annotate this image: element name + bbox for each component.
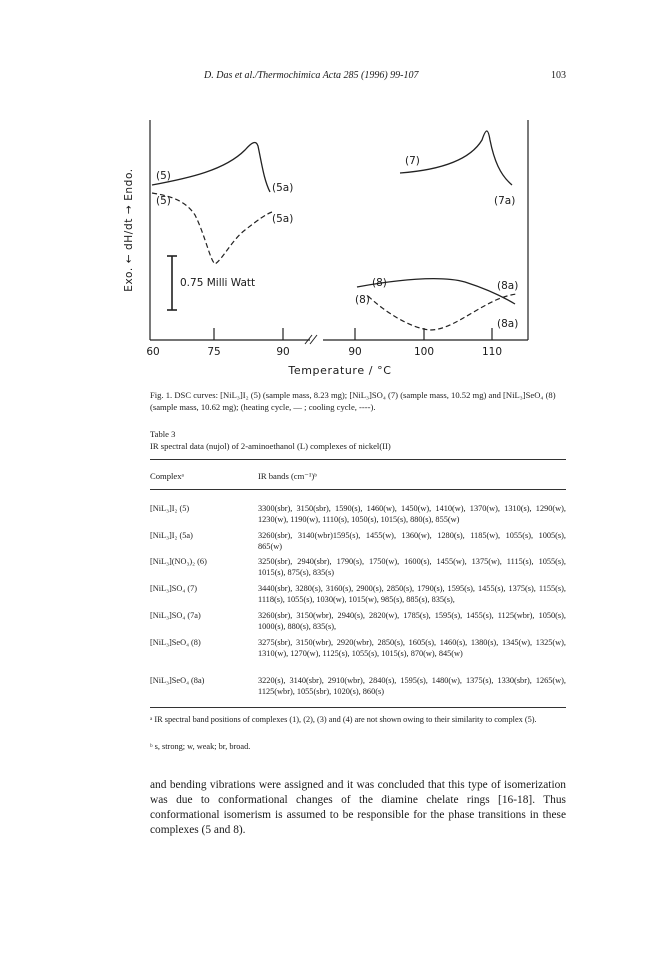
curve-label: (7) (405, 155, 420, 167)
x-tick-label: 110 (481, 346, 503, 358)
curve-5-heating (152, 143, 270, 192)
bands-cell: 3260(sbr), 3150(wbr), 2940(s), 2820(w), 1785(s), 1595(s), 1455(s), 1125(wbr), 1050(s), 1000(s), 880(s), 835(s), (258, 611, 566, 631)
y-axis-title: Exo. ← dH/dt → Endo. (123, 168, 135, 292)
x-tick-label: 75 (207, 346, 221, 358)
bands-cell: 3440(sbr), 3280(s), 3160(s), 2900(s), 2850(s), 1790(s), 1595(s), 1455(s), 1375(s), 1155(s), 1118(s), 1055(s), 1030(w), 1015(w), 985(s), 885(s), 835(s), (258, 584, 566, 604)
curve-label: (5) (156, 170, 171, 182)
table-footnote-a: ᵃ IR spectral band positions of complexes (1), (2), (3) and (4) are not shown owing to their similarity to complex (5). (150, 715, 537, 724)
table-header-complex: Complexᵃ (150, 471, 184, 481)
x-tick-label: 100 (413, 346, 435, 358)
bands-cell: 3260(sbr), 3140(wbr)1595(s), 1455(w), 1360(w), 1280(s), 1185(w), 1055(s), 1005(s), 865(w) (258, 531, 566, 551)
curve-label: (8a) (497, 318, 519, 330)
x-axis-title: Temperature / °C (288, 364, 392, 377)
table-top-rule (150, 459, 566, 460)
complex-cell: [NiL₃](NO₃)₂ (6) (150, 557, 207, 566)
complex-cell: [NiL₃]I₂ (5) (150, 504, 190, 513)
curve-label: (8) (372, 277, 387, 289)
figure-caption: Fig. 1. DSC curves: [NiL₃]I₂ (5) (sample mass, 8.23 mg); [NiL₃]SO₄ (7) (sample mass, 10.52 mg) and [NiL₃]SeO₄ (8) (sample mass, 10.62 mg); (heating cycle, — ; cooling cycle, ----). (150, 390, 556, 412)
bands-cell: 3300(sbr), 3150(sbr), 1590(s), 1460(w), 1450(w), 1410(w), 1370(w), 1310(s), 1290(w), 1230(w), 1190(w), 1110(s), 1050(s), 1015(s), 880(s), 855(w) (258, 504, 566, 524)
curve-label: (5a) (272, 213, 294, 225)
running-head-title: D. Das et al./Thermochimica Acta 285 (1996) 99-107 (204, 70, 419, 81)
x-tick-label: 90 (276, 346, 290, 358)
x-tick-label: 90 (348, 346, 362, 358)
bands-cell: 3250(sbr), 2940(sbr), 1790(s), 1750(w), 1600(s), 1455(w), 1375(w), 1115(s), 1055(s), 1015(s), 875(s), 835(s) (258, 557, 566, 577)
complex-cell: [NiL₃]SeO₄ (8a) (150, 676, 205, 685)
bands-cell: 3275(sbr), 3150(wbr), 2920(wbr), 2850(s), 1605(s), 1460(s), 1380(s), 1345(w), 1325(w), 1310(w), 1270(w), 1125(s), 1055(s), 1015(s), 870(w), 845(w) (258, 638, 566, 658)
complex-cell: [NiL₃]SO₄ (7) (150, 584, 198, 593)
scale-label: 0.75 Milli Watt (180, 277, 256, 289)
curve-8-cooling (368, 294, 518, 330)
table-title: IR spectral data (nujol) of 2-aminoethanol (L) complexes of nickel(II) (150, 440, 391, 451)
table-header-rule (150, 489, 566, 490)
dsc-figure (0, 90, 672, 390)
table-footnote-b: ᵇ s, strong; w, weak; br, broad. (150, 742, 251, 751)
body-paragraph: and bending vibrations were assigned and it was concluded that this type of isomerization was due to conformational changes of the diamine chelate rings [16-18]. Thus conformational isomerism is assumed to be responsible for the phase transitions in these complexes (5 and 8). (150, 779, 566, 836)
curve-label: (5a) (272, 182, 294, 194)
bands-cell: 3220(s), 3140(sbr), 2910(wbr), 2840(s), 1595(s), 1480(w), 1375(s), 1330(sbr), 1265(w), 1125(wbr), 1055(sbr), 1020(s), 860(s) (258, 676, 566, 696)
table-number: Table 3 (150, 429, 176, 439)
curve-label: (8a) (497, 280, 519, 292)
curve-label: (7a) (494, 195, 516, 207)
complex-cell: [NiL₃]I₂ (5a) (150, 531, 193, 540)
curve-label: (8) (355, 294, 370, 306)
curve-label: (5) (156, 195, 171, 207)
running-head (150, 70, 566, 84)
table-header-bands: IR bands (cm⁻¹)ᵇ (258, 471, 317, 481)
table-heading (150, 429, 566, 452)
complex-cell: [NiL₃]SO₄ (7a) (150, 611, 201, 620)
complex-cell: [NiL₃]SeO₄ (8) (150, 638, 201, 647)
x-tick-label: 60 (146, 346, 160, 358)
table-bottom-rule (150, 707, 566, 708)
page-number: 103 (551, 70, 566, 81)
